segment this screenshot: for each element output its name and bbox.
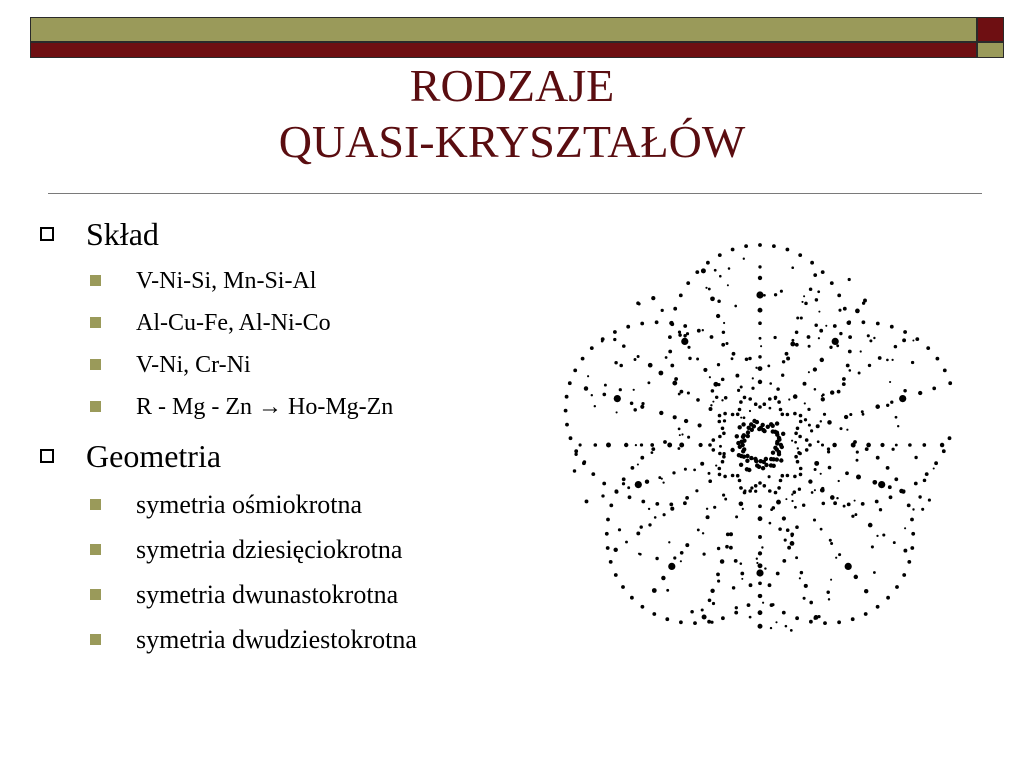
header-square-olive [977, 42, 1004, 58]
list-item-text: R - Mg - Zn → Ho-Mg-Zn [136, 394, 394, 420]
list-item [34, 344, 554, 386]
square-bullet-icon [90, 401, 101, 412]
title-line-1: RODZAJE [409, 60, 615, 111]
square-bullet-icon [90, 634, 101, 645]
title-divider [48, 193, 982, 194]
header-bar-olive [30, 17, 977, 42]
square-bullet-icon [90, 499, 101, 510]
diffraction-pattern-icon [545, 235, 955, 655]
geometry-list [34, 482, 554, 662]
section-heading-sklad [34, 212, 554, 256]
square-bullet-icon [90, 317, 101, 328]
list-item [34, 482, 554, 527]
square-bullet-icon [90, 544, 101, 555]
list-item [34, 386, 554, 428]
slide-title [0, 58, 1024, 170]
list-item-text: symetria ośmiokrotna [136, 490, 363, 519]
list-item [34, 572, 554, 617]
list-item [34, 260, 554, 302]
list-item [34, 617, 554, 662]
list-item-text: symetria dwudziestokrotna [136, 625, 417, 654]
square-bullet-icon [90, 589, 101, 600]
hollow-square-bullet-icon [40, 227, 54, 241]
header-bar-maroon [30, 42, 977, 58]
section-heading-text: Skład [86, 216, 159, 252]
list-item-text: symetria dziesięciokrotna [136, 535, 403, 564]
list-item-text: V-Ni-Si, Mn-Si-Al [136, 268, 317, 294]
square-bullet-icon [90, 275, 101, 286]
hollow-square-bullet-icon [40, 449, 54, 463]
section-heading-geometria [34, 434, 554, 478]
list-item-text: symetria dwunastokrotna [136, 580, 399, 609]
bullet-content [34, 212, 554, 668]
list-item-text: Al-Cu-Fe, Al-Ni-Co [136, 310, 331, 336]
list-item [34, 302, 554, 344]
square-bullet-icon [90, 359, 101, 370]
list-item [34, 527, 554, 572]
composition-list [34, 260, 554, 428]
list-item-text: V-Ni, Cr-Ni [136, 352, 251, 378]
section-heading-text: Geometria [86, 438, 222, 474]
header-square-maroon [977, 17, 1004, 42]
title-line-2: QUASI-KRYSZTAŁÓW [278, 116, 746, 167]
